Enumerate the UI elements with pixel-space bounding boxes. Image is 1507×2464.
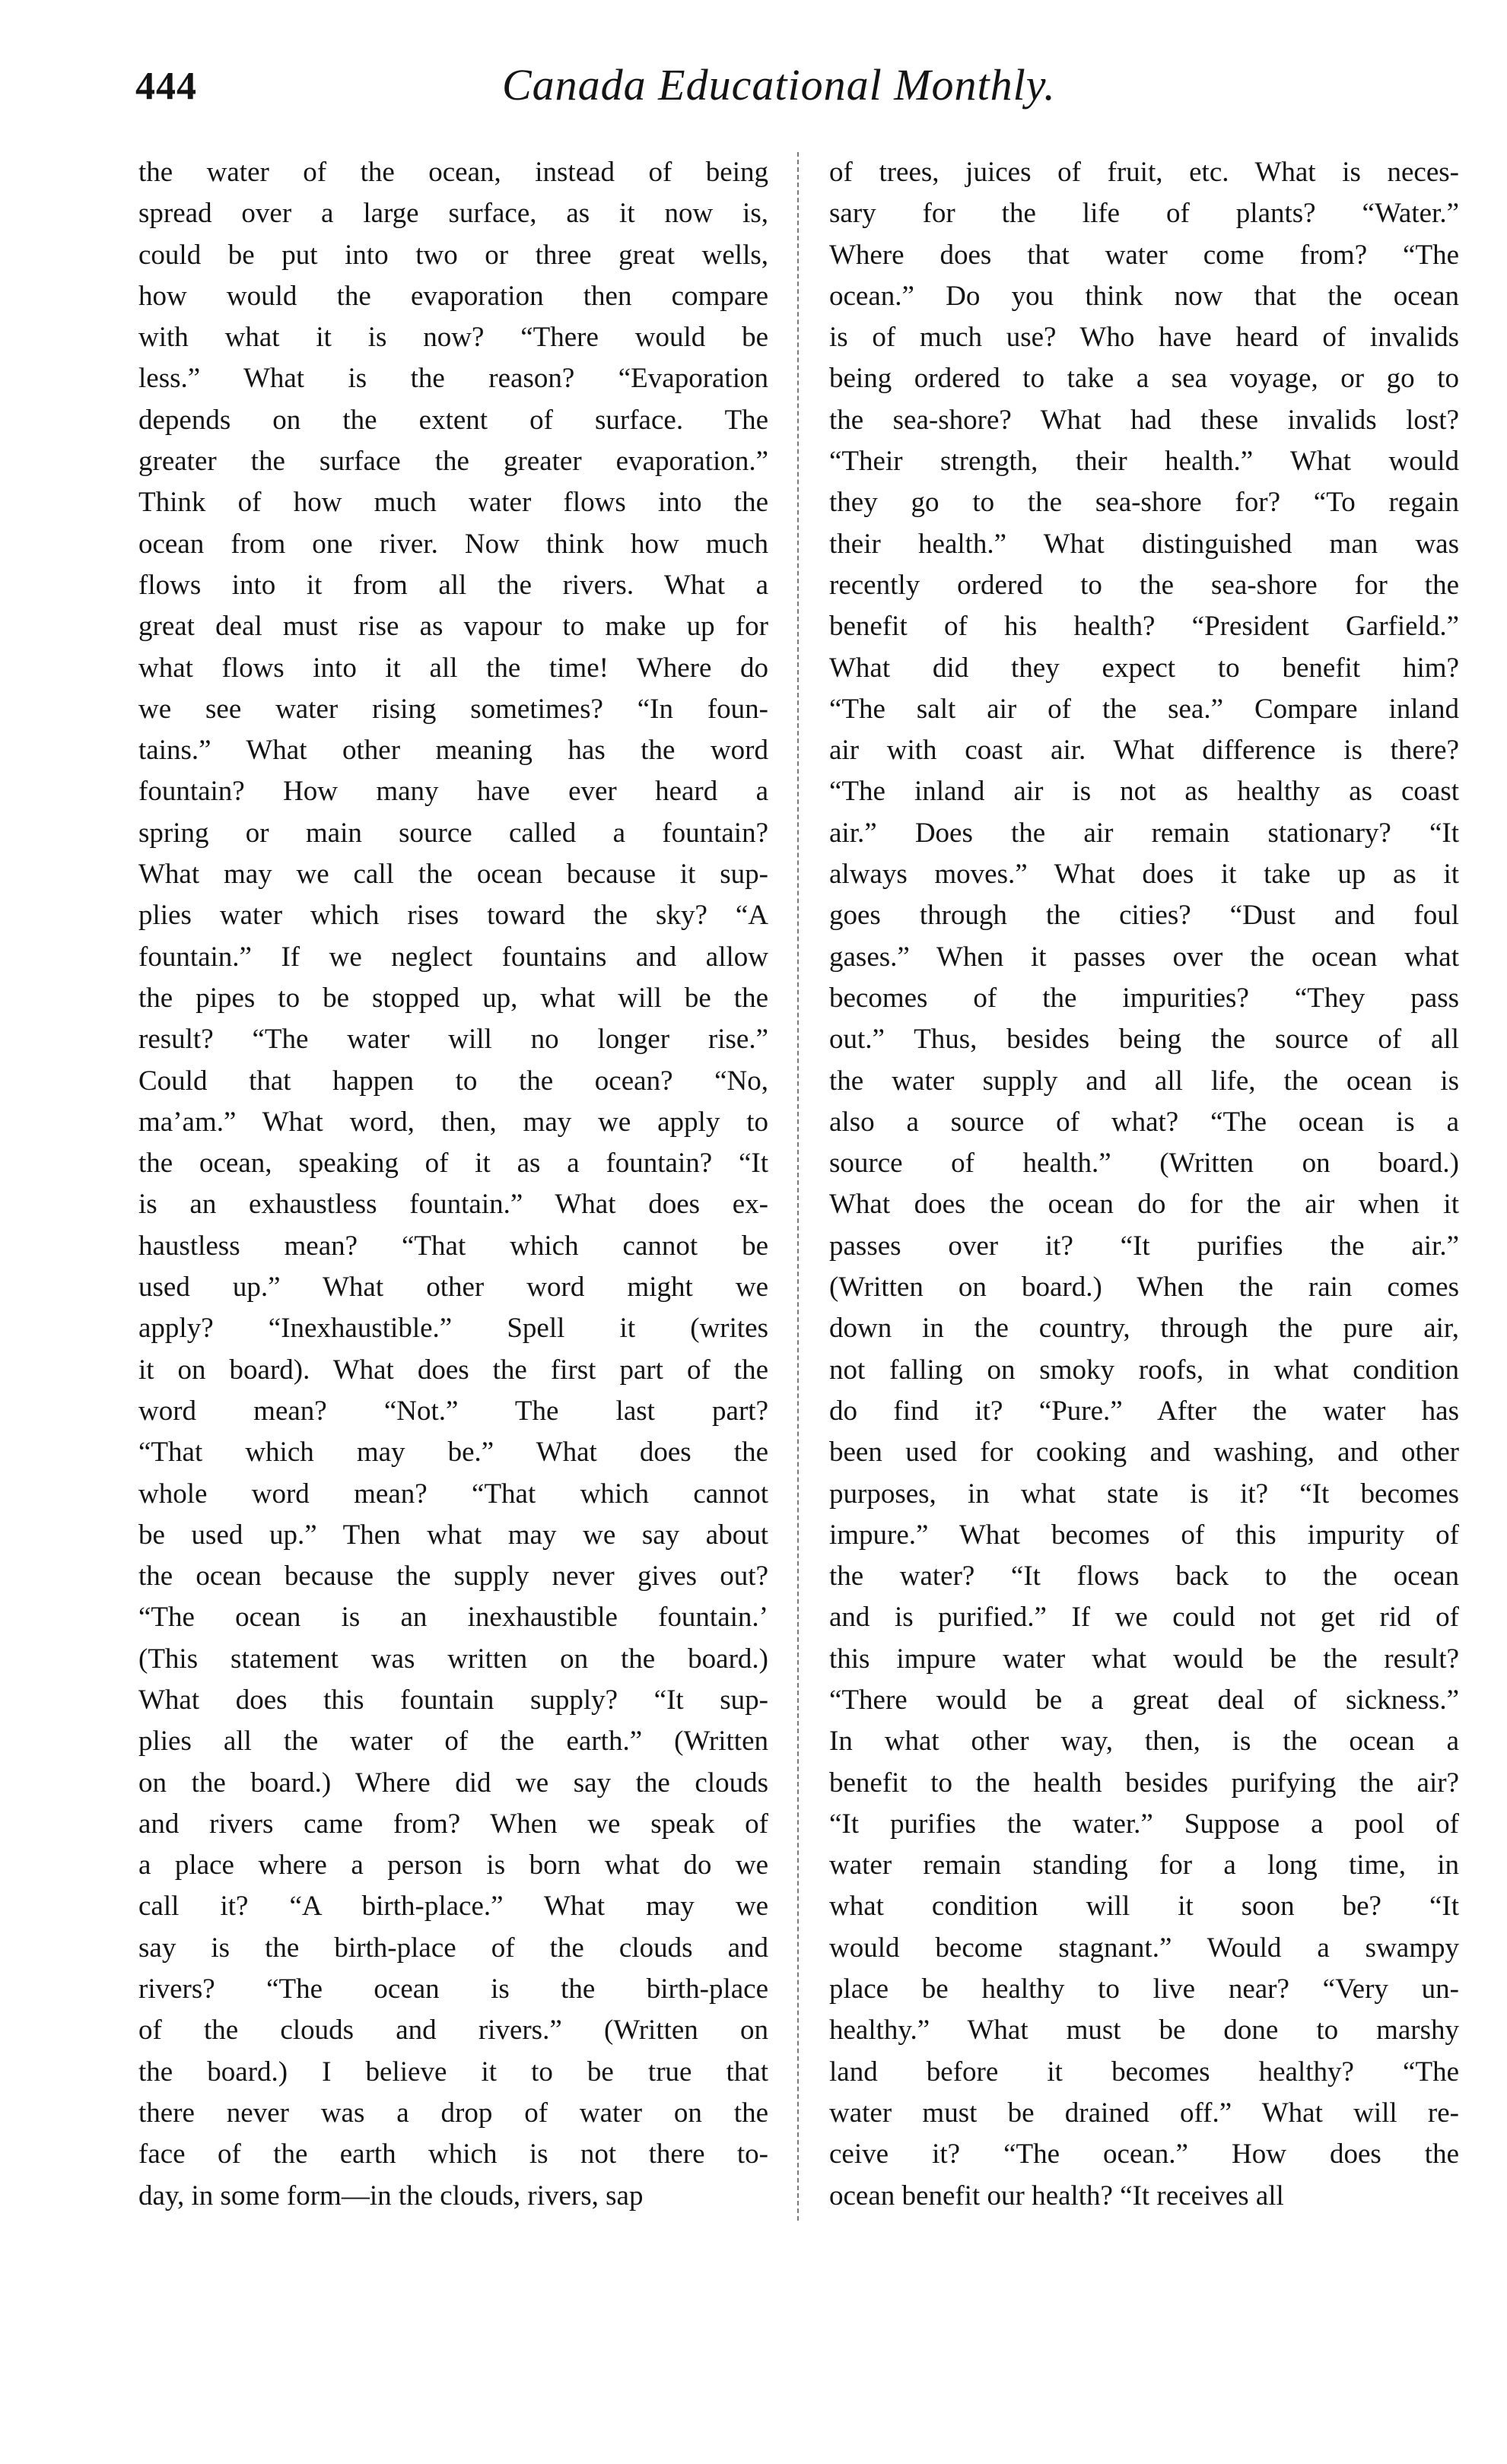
text-line: there never was a drop of water on the	[138, 2097, 768, 2129]
running-title: Canada Educational Monthly.	[502, 60, 1056, 110]
text-line: What does this fountain supply? “It sup-	[138, 1684, 768, 1716]
text-line: “The ocean is an inexhaustible fountain.’	[138, 1602, 768, 1634]
text-line: say is the birth-place of the clouds and	[138, 1932, 768, 1964]
text-line: the ocean because the supply never gives out?	[138, 1561, 768, 1592]
text-line: What may we call the ocean because it sup-	[138, 859, 768, 891]
text-line: of trees, juices of fruit, etc. What is neces-	[829, 157, 1459, 188]
text-line: goes through the cities? “Dust and foul	[829, 900, 1459, 932]
text-line: with what it is now? “There would be	[138, 322, 768, 354]
text-line: fountain? How many have ever heard a	[138, 776, 768, 808]
text-line: ocean benefit our health? “It receives all	[829, 2180, 1284, 2212]
text-line: the water? “It flows back to the ocean	[829, 1561, 1459, 1592]
text-line: “It purifies the water.” Suppose a pool of	[829, 1808, 1459, 1840]
text-line: spring or main source called a fountain?	[138, 817, 768, 849]
text-line: gases.” When it passes over the ocean what	[829, 941, 1459, 973]
text-line: word mean? “Not.” The last part?	[138, 1395, 768, 1427]
text-line: their health.” What distinguished man was	[829, 528, 1459, 560]
text-column-left	[138, 152, 768, 2217]
text-line: In what other way, then, is the ocean a	[829, 1726, 1459, 1758]
text-line: of the clouds and rivers.” (Written on	[138, 2015, 768, 2046]
text-line: less.” What is the reason? “Evaporation	[138, 363, 768, 395]
text-line: face of the earth which is not there to-	[138, 2139, 768, 2170]
text-line: the ocean, speaking of it as a fountain? “It	[138, 1148, 768, 1180]
text-line: benefit of his health? “President Garfield.”	[829, 611, 1459, 643]
text-line: and rivers came from? When we speak of	[138, 1808, 768, 1840]
text-line: passes over it? “It purifies the air.”	[829, 1230, 1459, 1262]
text-line: what flows into it all the time! Where do	[138, 652, 768, 684]
text-line: place be healthy to live near? “Very un-	[829, 1973, 1459, 2005]
text-line: “That which may be.” What does the	[138, 1437, 768, 1469]
text-line: haustless mean? “That which cannot be	[138, 1230, 768, 1262]
text-line: used up.” What other word might we	[138, 1272, 768, 1303]
text-line: do find it? “Pure.” After the water has	[829, 1395, 1459, 1427]
text-line: always moves.” What does it take up as it	[829, 859, 1459, 891]
text-line: “The inland air is not as healthy as coast	[829, 776, 1459, 808]
text-line: depends on the extent of surface. The	[138, 404, 768, 436]
text-line: we see water rising sometimes? “In foun-	[138, 693, 768, 725]
text-line: becomes of the impurities? “They pass	[829, 982, 1459, 1014]
text-line: apply? “Inexhaustible.” Spell it (writes	[138, 1313, 768, 1345]
text-line: on the board.) Where did we say the clouds	[138, 1767, 768, 1799]
text-line: the water supply and all life, the ocean is	[829, 1065, 1459, 1097]
text-line: land before it becomes healthy? “The	[829, 2056, 1459, 2088]
text-line: down in the country, through the pure air,	[829, 1313, 1459, 1345]
text-line: whole word mean? “That which cannot	[138, 1478, 768, 1510]
text-line: spread over a large surface, as it now is,	[138, 198, 768, 230]
text-line: water must be drained off.” What will re-	[829, 2097, 1459, 2129]
text-line: purposes, in what state is it? “It becomes	[829, 1478, 1459, 1510]
text-line: benefit to the health besides purifying the air?	[829, 1767, 1459, 1799]
text-line: flows into it from all the rivers. What a	[138, 569, 768, 601]
text-line: water remain standing for a long time, in	[829, 1850, 1459, 1881]
text-line: call it? “A birth-place.” What may we	[138, 1891, 768, 1923]
text-line: great deal must rise as vapour to make up for	[138, 611, 768, 643]
text-line: What does the ocean do for the air when it	[829, 1189, 1459, 1221]
text-line: Where does that water come from? “The	[829, 239, 1459, 271]
page-number: 444	[135, 65, 197, 108]
text-line: greater the surface the greater evaporation.”	[138, 446, 768, 478]
text-line: Think of how much water flows into the	[138, 487, 768, 519]
text-line: (Written on board.) When the rain comes	[829, 1272, 1459, 1303]
text-line: could be put into two or three great wells,	[138, 239, 768, 271]
text-line: the board.) I believe it to be true that	[138, 2056, 768, 2088]
text-line: fountain.” If we neglect fountains and allow	[138, 941, 768, 973]
text-line: been used for cooking and washing, and other	[829, 1437, 1459, 1469]
text-line: (This statement was written on the board.)	[138, 1643, 768, 1675]
text-line: and is purified.” If we could not get rid of	[829, 1602, 1459, 1634]
text-line: also a source of what? “The ocean is a	[829, 1106, 1459, 1138]
text-line: recently ordered to the sea-shore for the	[829, 569, 1459, 601]
text-column-right	[829, 152, 1459, 2217]
text-line: impure.” What becomes of this impurity of	[829, 1519, 1459, 1551]
text-line: is of much use? Who have heard of invalids	[829, 322, 1459, 354]
text-line: source of health.” (Written on board.)	[829, 1148, 1459, 1180]
text-line: this impure water what would be the result?	[829, 1643, 1459, 1675]
text-line: Could that happen to the ocean? “No,	[138, 1065, 768, 1097]
text-line: ceive it? “The ocean.” How does the	[829, 2139, 1459, 2170]
text-line: air.” Does the air remain stationary? “It	[829, 817, 1459, 849]
text-line: What did they expect to benefit him?	[829, 652, 1459, 684]
text-line: “There would be a great deal of sickness.”	[829, 1684, 1459, 1716]
text-line: be used up.” Then what may we say about	[138, 1519, 768, 1551]
text-line: being ordered to take a sea voyage, or go to	[829, 363, 1459, 395]
text-line: the pipes to be stopped up, what will be the	[138, 982, 768, 1014]
text-line: result? “The water will no longer rise.”	[138, 1024, 768, 1056]
text-line: rivers? “The ocean is the birth-place	[138, 1973, 768, 2005]
text-line: would become stagnant.” Would a swampy	[829, 1932, 1459, 1964]
text-line: how would the evaporation then compare	[138, 280, 768, 312]
text-line: healthy.” What must be done to marshy	[829, 2015, 1459, 2046]
text-line: what condition will it soon be? “It	[829, 1891, 1459, 1923]
text-line: “The salt air of the sea.” Compare inland	[829, 693, 1459, 725]
text-line: ocean.” Do you think now that the ocean	[829, 280, 1459, 312]
text-line: air with coast air. What difference is there?	[829, 735, 1459, 767]
text-line: plies all the water of the earth.” (Written	[138, 1726, 768, 1758]
text-line: day, in some form—in the clouds, rivers, sap	[138, 2180, 644, 2212]
text-line: sary for the life of plants? “Water.”	[829, 198, 1459, 230]
text-line: tains.” What other meaning has the word	[138, 735, 768, 767]
text-line: not falling on smoky roofs, in what condition	[829, 1354, 1459, 1386]
column-divider	[797, 152, 799, 2221]
text-line: they go to the sea-shore for? “To regain	[829, 487, 1459, 519]
text-line: the water of the ocean, instead of being	[138, 157, 768, 188]
text-line: plies water which rises toward the sky? “A	[138, 900, 768, 932]
text-line: out.” Thus, besides being the source of all	[829, 1024, 1459, 1056]
text-line: is an exhaustless fountain.” What does ex-	[138, 1189, 768, 1221]
text-line: ma’am.” What word, then, may we apply to	[138, 1106, 768, 1138]
text-line: the sea-shore? What had these invalids lost?	[829, 404, 1459, 436]
text-line: it on board). What does the first part of the	[138, 1354, 768, 1386]
text-line: “Their strength, their health.” What would	[829, 446, 1459, 478]
text-line: a place where a person is born what do we	[138, 1850, 768, 1881]
text-line: ocean from one river. Now think how much	[138, 528, 768, 560]
